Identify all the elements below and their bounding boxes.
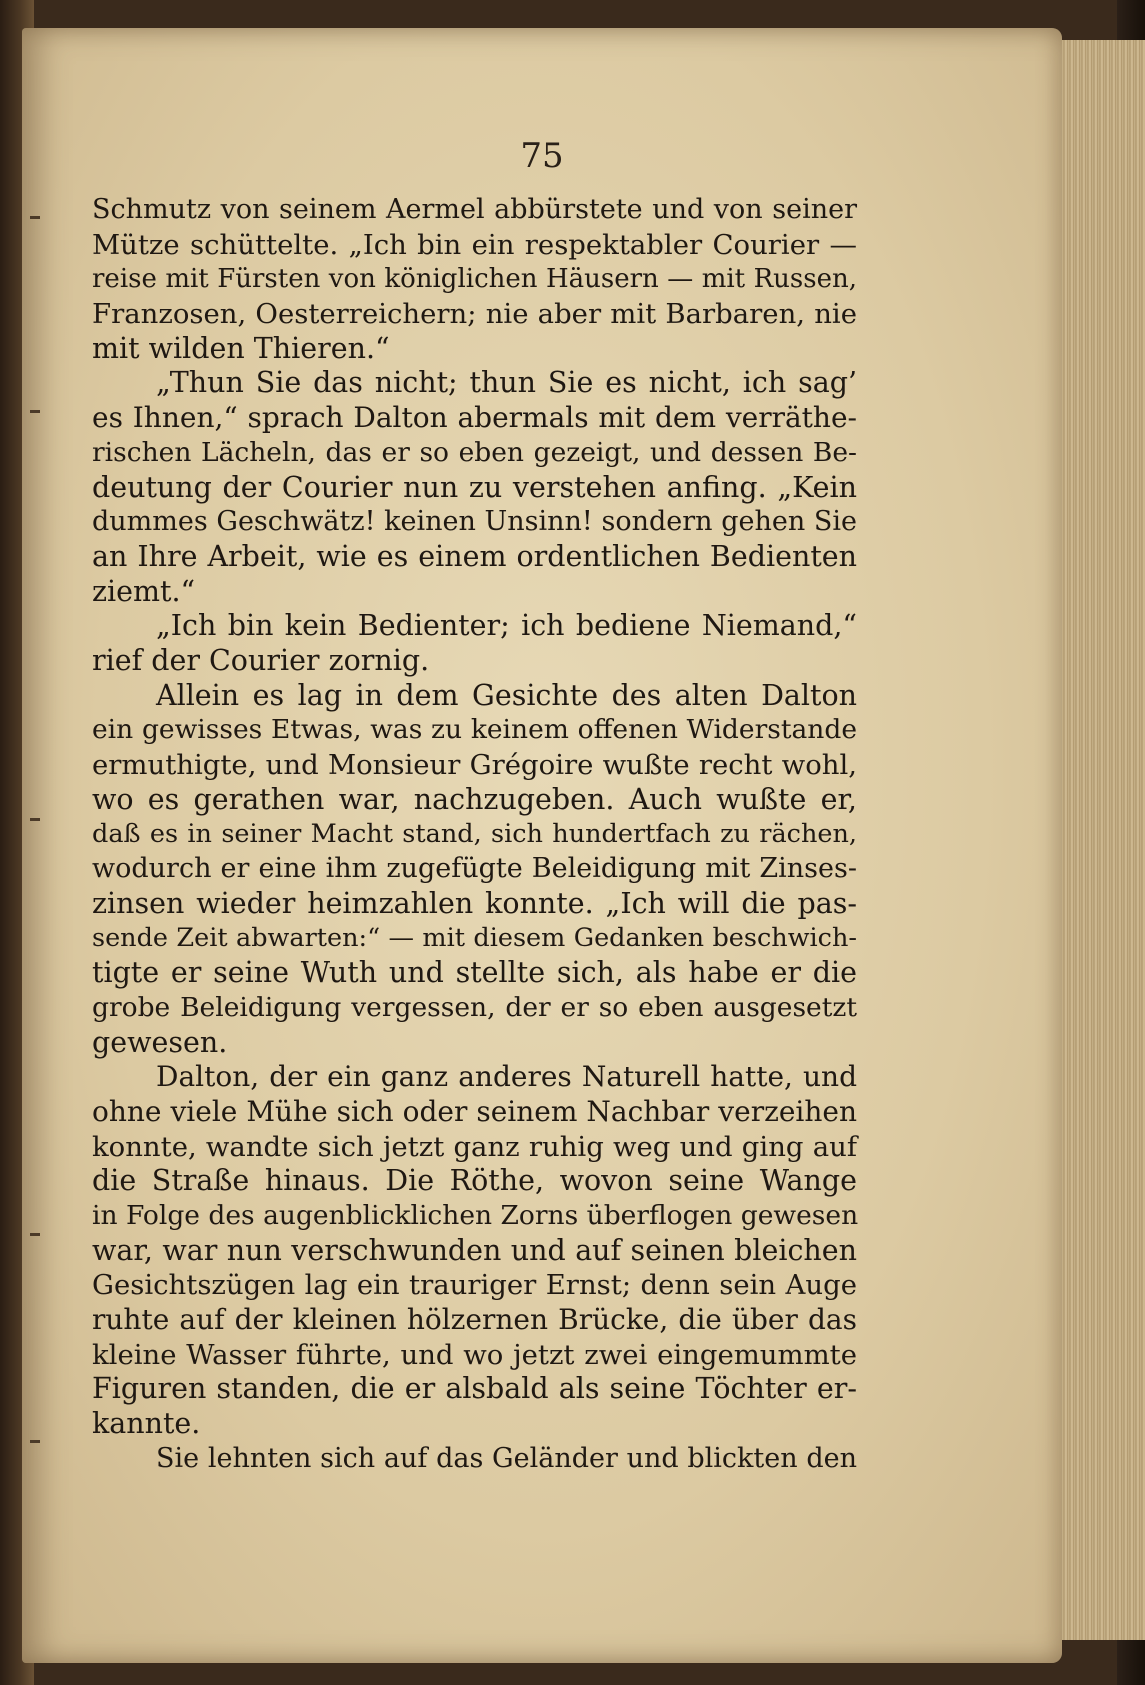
text-line: Dalton, der ein ganz anderes Naturell hatte, und xyxy=(156,1060,857,1094)
text-line: Mütze schüttelte. „Ich bin ein respektabler Courier — xyxy=(92,228,857,261)
margin-mark xyxy=(30,1233,40,1236)
text-line: kannte. xyxy=(92,1407,201,1441)
text-line: war, war nun verschwunden und auf seinen bleichen xyxy=(92,1233,857,1267)
text-line: Franzosen, Oesterreichern; nie aber mit Barbaren, nie xyxy=(92,298,857,331)
text-line: es Ihnen,“ sprach Dalton abermals mit dem verräthe- xyxy=(92,401,857,435)
margin-mark xyxy=(30,1440,40,1443)
text-line: „Ich bin kein Bedienter; ich bediene Niemand,“ xyxy=(156,609,857,643)
text-line: ein gewisses Etwas, was zu keinem offenen Widerstande xyxy=(92,714,857,746)
text-line: Allein es lag in dem Gesichte des alten Dalton xyxy=(156,678,857,712)
text-line: zinsen wieder heimzahlen konnte. „Ich will die pas- xyxy=(92,886,857,920)
text-line: sende Zeit abwarten:“ — mit diesem Gedanken beschwich- xyxy=(92,923,857,954)
text-line: ziemt.“ xyxy=(92,574,196,608)
text-line: daß es in seiner Macht stand, sich hundertfach zu rächen, xyxy=(92,819,857,850)
text-line: konnte, wandte sich jetzt ganz ruhig weg und ging auf xyxy=(92,1130,857,1163)
book-page xyxy=(22,28,1062,1663)
text-line: in Folge des augenblicklichen Zorns überflogen gewesen xyxy=(92,1199,859,1231)
margin-mark xyxy=(30,216,40,219)
margin-mark xyxy=(30,410,40,413)
text-line: kleine Wasser führte, und wo jetzt zwei eingemummte xyxy=(92,1338,857,1371)
margin-mark xyxy=(30,818,40,821)
text-line: wo es gerathen war, nachzugeben. Auch wußte er, xyxy=(92,782,857,816)
text-line: Schmutz von seinem Aermel abbürstete und von seiner xyxy=(92,194,857,225)
text-line: an Ihre Arbeit, wie es einem ordentlichen Bedienten xyxy=(92,539,857,573)
text-line: „Thun Sie das nicht; thun Sie es nicht, ich sag’ xyxy=(156,366,857,400)
text-line: tigte er seine Wuth und stellte sich, als habe er die xyxy=(92,956,857,990)
text-line: ohne viele Mühe sich oder seinem Nachbar verzeihen xyxy=(92,1094,857,1128)
text-line: reise mit Fürsten von königlichen Häusern — mit Russen, xyxy=(92,264,857,295)
text-line: rief der Courier zornig. xyxy=(92,643,430,677)
text-line: Figuren standen, die er alsbald als seine Töchter er- xyxy=(92,1372,857,1406)
text-line: grobe Beleidigung vergessen, der er so eben ausgesetzt xyxy=(92,991,857,1023)
text-line: dummes Geschwätz! keinen Unsinn! sondern gehen Sie xyxy=(92,506,857,538)
text-line: Gesichtszügen lag ein trauriger Ernst; denn sein Auge xyxy=(92,1269,857,1302)
text-line: gewesen. xyxy=(92,1025,228,1059)
text-line: ermuthigte, und Monsieur Grégoire wußte recht wohl, xyxy=(92,749,857,781)
text-line: die Straße hinaus. Die Röthe, wovon seine Wange xyxy=(92,1164,857,1198)
page-number: 75 xyxy=(520,136,564,176)
body-text xyxy=(92,193,857,1476)
text-line: mit wilden Thieren.“ xyxy=(92,331,390,365)
text-line: ruhte auf der kleinen hölzernen Brücke, die über das xyxy=(92,1303,857,1336)
text-line: Sie lehnten sich auf das Geländer und blickten den xyxy=(156,1442,857,1474)
text-line: wodurch er eine ihm zugefügte Beleidigung mit Zinses- xyxy=(92,853,857,885)
text-line: deutung der Courier nun zu verstehen anfing. „Kein xyxy=(92,470,857,504)
text-line: rischen Lächeln, das er so eben gezeigt, und dessen Be- xyxy=(92,436,857,468)
